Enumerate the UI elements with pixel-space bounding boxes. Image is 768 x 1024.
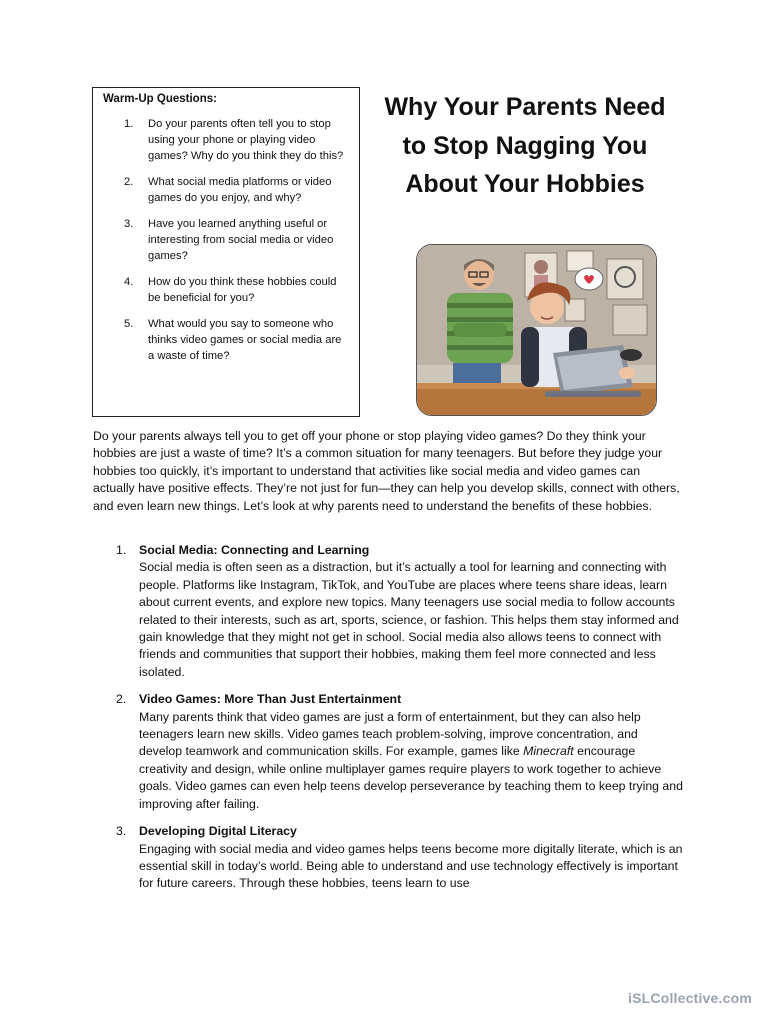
warmup-question [103, 174, 349, 206]
section-body [139, 709, 683, 813]
section-social-media [93, 542, 683, 681]
question-number: 5. [124, 318, 134, 331]
game-name: Minecraft [523, 744, 574, 759]
article-title: Why Your Parents Need to Stop Nagging You About Your Hobbies [384, 93, 666, 198]
teen-gaming-illustration [416, 244, 657, 416]
section-title: Developing Digital Literacy [139, 824, 297, 839]
section-body: Engaging with social media and video games helps teens become more digitally literate, which is an essential skill in today’s world. Being able to understand and use technology effectively is important for future careers. Through these hobbies, teens learn to use [139, 841, 683, 891]
warmup-question-list [103, 116, 349, 365]
watermark: iSLCollective.com [628, 990, 752, 1006]
section-title: Video Games: More Than Just Entertainment [139, 692, 402, 707]
illustration-art [417, 245, 657, 416]
section-body-part: Many parents think that video games are just a form of entertainment, but they can also help teenagers learn new skills. Video games teach problem-solving, improve concentration, and develop teamwork and communication skills. For example, games like [139, 709, 641, 759]
question-number: 3. [124, 218, 134, 231]
section-number: 2. [116, 692, 127, 707]
intro-paragraph: Do your parents always tell you to get off your phone or stop playing video games? Do they think your hobbies are just a waste of time? It’s a common situation for many teenagers. But before they judge your hobbies too quickly, it’s important to understand that activities like social media and video games can actually have positive effects. They’re not just for fun—they can help you develop skills, connect with others, and even learn new things. Let’s look at why parents need to understand the benefits of these hobbies. [93, 429, 680, 513]
question-number: 1. [124, 118, 134, 130]
warmup-question [103, 274, 349, 306]
question-text: Do your parents often tell you to stop using your phone or playing video games? Why do you think they do this? [148, 118, 344, 163]
section-body-part: encourage creativity and design, while online multiplayer games require players to work together to achieve goals. Video games can even help teens develop perseverance by teaching them to keep trying and improving after failing. [139, 744, 683, 811]
question-number: 4. [124, 276, 134, 289]
section-number: 1. [116, 543, 127, 557]
question-text: How do you think these hobbies could be beneficial for you? [148, 276, 337, 305]
warmup-question [103, 216, 349, 265]
section-digital-literacy [93, 823, 683, 893]
warmup-questions-box [92, 87, 360, 417]
warmup-heading: Warm-Up Questions: [103, 93, 217, 105]
section-video-games [93, 691, 683, 813]
benefit-sections [93, 542, 683, 903]
section-title: Social Media: Connecting and Learning [139, 543, 370, 557]
question-text: What social media platforms or video games do you enjoy, and why? [148, 176, 332, 205]
question-number: 2. [124, 176, 134, 189]
question-text: Have you learned anything useful or interesting from social media or video games? [148, 218, 334, 263]
section-body: Social media is often seen as a distraction, but it’s actually a tool for learning and connecting with people. Platforms like Instagram, TikTok, and YouTube are places where teens share ideas, learn about current events, and explore new topics. Many teenagers use social media to follow accounts related to their interests, such as art, sports, science, or fashion. This helps them stay informed and gain knowledge that they might not get in school. Social media also allows teens to connect with friends and communities that support their hobbies, making them feel more connected and less isolated. [139, 560, 679, 679]
warmup-question [103, 316, 349, 365]
question-text: What would you say to someone who thinks video games or social media are a waste of time? [148, 318, 342, 363]
section-number: 3. [116, 824, 127, 839]
warmup-question [103, 116, 349, 165]
